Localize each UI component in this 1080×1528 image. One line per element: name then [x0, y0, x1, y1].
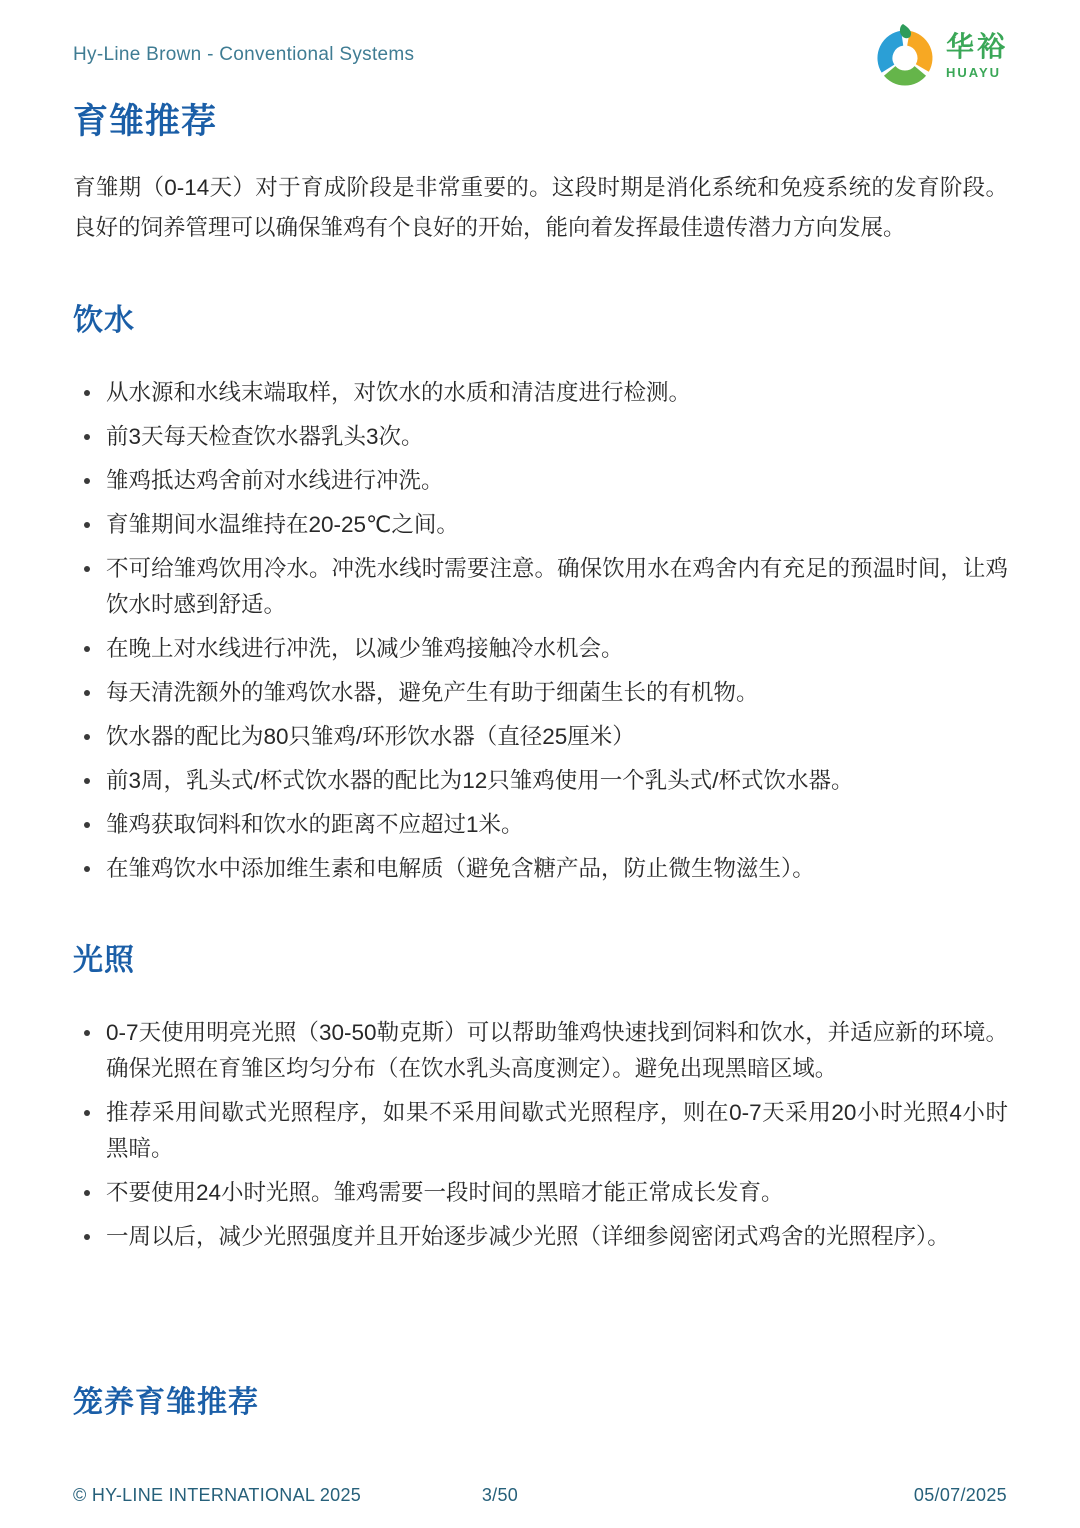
list-item: 一周以后，减少光照强度并且开始逐步减少光照（详细参阅密闭式鸡舍的光照程序）。: [73, 1219, 1008, 1255]
list-item: 每天清洗额外的雏鸡饮水器，避免产生有助于细菌生长的有机物。: [73, 675, 1008, 711]
footer-copyright: © HY-LINE INTERNATIONAL 2025: [73, 1485, 362, 1505]
list-item: 饮水器的配比为80只雏鸡/环形饮水器（直径25厘米）: [73, 719, 1008, 755]
list-item: 在晚上对水线进行冲洗，以减少雏鸡接触冷水机会。: [73, 631, 1008, 667]
huayu-logo: [873, 22, 1008, 90]
list-item: 前3周，乳头式/杯式饮水器的配比为12只雏鸡使用一个乳头式/杯式饮水器。: [73, 763, 1008, 799]
section-heading-cage-brooding: 笼养育雏推荐: [73, 1386, 259, 1420]
list-item: 前3天每天检查饮水器乳头3次。: [73, 419, 1008, 455]
footer-page-number: 3/50: [481, 1485, 519, 1505]
huayu-logo-icon: [873, 22, 937, 90]
logo-brand-chinese: 华裕: [945, 31, 1008, 63]
breadcrumb: Hy-Line Brown - Conventional Systems: [73, 44, 415, 65]
list-item: 雏鸡获取饲料和饮水的距离不应超过1米。: [73, 807, 1008, 843]
list-item: 从水源和水线末端取样，对饮水的水质和清洁度进行检测。: [73, 375, 1008, 411]
list-item: 推荐采用间歇式光照程序，如果不采用间歇式光照程序，则在0-7天采用20小时光照4小时黑暗。: [73, 1095, 1008, 1167]
section-heading-lighting: 光照: [73, 944, 135, 978]
section-heading-drinking-water: 饮水: [73, 304, 135, 338]
list-item: 在雏鸡饮水中添加维生素和电解质（避免含糖产品，防止微生物滋生）。: [73, 851, 1008, 887]
lighting-list: [73, 1015, 1008, 1255]
page-title: 育雏推荐: [73, 102, 218, 141]
list-item: 雏鸡抵达鸡舍前对水线进行冲洗。: [73, 463, 1008, 499]
logo-brand-english: HUAYU: [945, 64, 1002, 80]
list-item: 不可给雏鸡饮用冷水。冲洗水线时需要注意。确保饮用水在鸡舍内有充足的预温时间，让鸡饮水时感到舒适。: [73, 551, 1008, 623]
list-item: 不要使用24小时光照。雏鸡需要一段时间的黑暗才能正常成长发育。: [73, 1175, 1008, 1211]
list-item: 0-7天使用明亮光照（30-50勒克斯）可以帮助雏鸡快速找到饲料和饮水，并适应新的环境。确保光照在育雏区均匀分布（在饮水乳头高度测定）。避免出现黑暗区域。: [73, 1015, 1008, 1087]
page-footer: [0, 1485, 1080, 1506]
drinking-water-list: [73, 375, 1008, 887]
footer-date: 05/07/2025: [913, 1485, 1007, 1505]
huayu-logo-text: [946, 32, 1008, 80]
intro-paragraph: 育雏期（0-14天）对于育成阶段是非常重要的。这段时期是消化系统和免疫系统的发育阶段。良好的饲养管理可以确保雏鸡有个良好的开始，能向着发挥最佳遗传潜力方向发展。: [73, 175, 1008, 240]
list-item: 育雏期间水温维持在20-25℃之间。: [73, 507, 1008, 543]
page-header: [73, 31, 1008, 90]
